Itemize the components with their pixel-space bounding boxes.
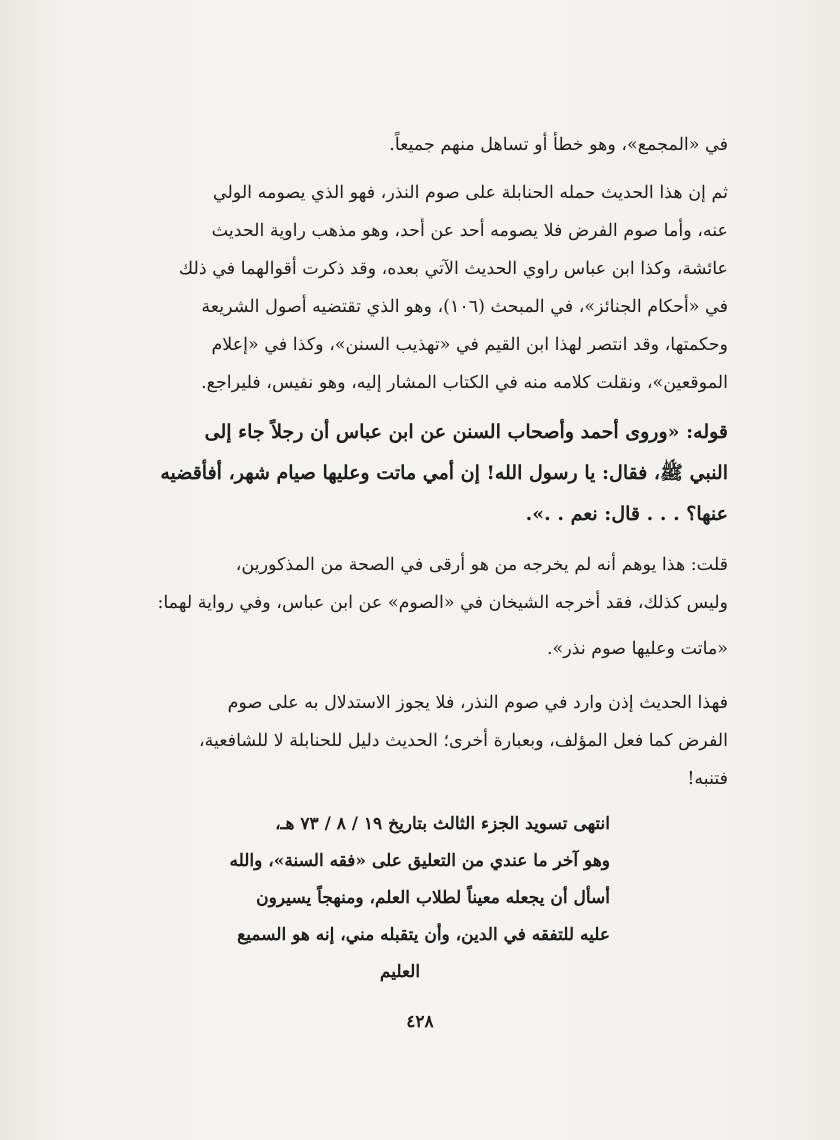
text-line: وليس كذلك، فقد أخرجه الشيخان في «الصوم» عن ابن عباس، وفي رواية لهما: [157,593,728,613]
text-line: الموقعين»، ونقلت كلامه منه في الكتاب المشار إليه، وهو نفيس، فليراجع. [201,373,728,393]
text-line: فتنبه! [687,769,728,789]
text-line: عنه، وأما صوم الفرض فلا يصومه أحد عن أحد، وهو مذهب راوية الحديث [211,221,728,241]
text-line: فهذا الحديث إذن وارد في صوم النذر، فلا يجوز الاستدلال به على صوم [227,693,728,713]
page-number: ٤٢٨ [406,1012,434,1032]
text-line: عليه للتفقه في الدين، وأن يتقبله مني، إنه هو السميع [237,925,610,945]
text-line: وحكمتها، وقد انتصر لهذا ابن القيم في «تهذيب السنن»، وكذا في «إعلام [211,335,728,355]
paragraph-hanabila [98,174,728,402]
text-line: أسأل أن يجعله معيناً لطلاب العلم، ومنهجاً يسيرون [256,888,610,908]
paragraph-conclusion [98,684,728,798]
text-line: قوله: «وروى أحمد وأصحاب السنن عن ابن عباس أن رجلاً جاء إلى [204,421,728,443]
paragraph-commentary [98,546,728,668]
text-line: في «أحكام الجنائز»، في المبحث (١٠٦)، وهو الذي تقتضيه أصول الشريعة [201,297,728,317]
text-line: وهو آخر ما عندي من التعليق على «فقه السنة»، والله [229,851,610,871]
closing-note [190,806,610,991]
intro-paragraph [98,126,728,164]
text-line: العليم [379,962,421,982]
text-line: عنها؟ . . . قال: نعم . .». [525,503,728,525]
text-line: انتهى تسويد الجزء الثالث بتاريخ ١٩ / ٨ / ٧٣ هـ، [275,814,610,834]
text-line: في «المجمع»، وهو خطأ أو تساهل منهم جميعاً. [389,135,728,155]
text-line: عائشة، وكذا ابن عباس راوي الحديث الآتي بعده، وقد ذكرت أقوالهما في ذلك [178,259,728,279]
text-line: الفرض كما فعل المؤلف، وبعبارة أخرى؛ الحديث دليل للحنابلة لا للشافعية، [198,731,728,751]
text-line: «ماتت وعليها صوم نذر». [546,639,728,659]
text-line: قلت: هذا يوهم أنه لم يخرجه من هو أرقى في الصحة من المذكورين، [235,555,728,575]
text-line: ثم إن هذا الحديث حمله الحنابلة على صوم النذر، فهو الذي يصومه الولي [212,183,728,203]
quoted-hadith [98,412,728,535]
text-line: النبي ﷺ، فقال: يا رسول الله! إن أمي ماتت وعليها صيام شهر، أفأقضيه [160,462,728,484]
